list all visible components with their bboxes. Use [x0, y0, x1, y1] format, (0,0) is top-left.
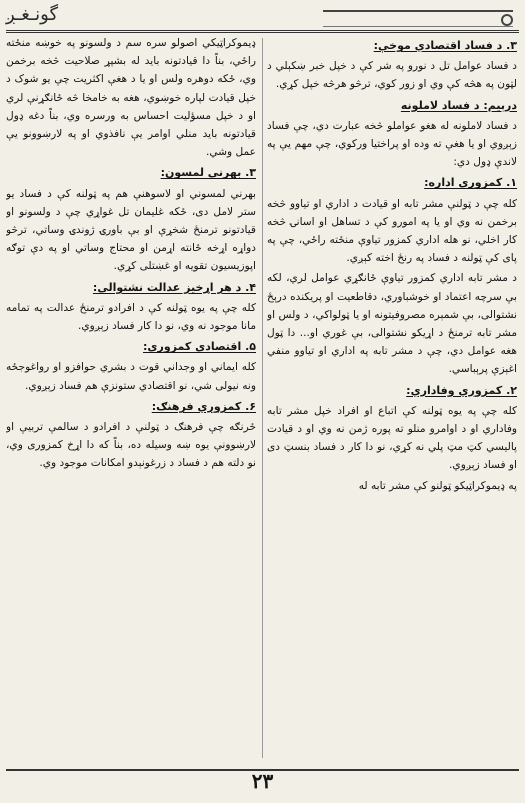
paragraph: ځرنګه چې فرهنګ د ټولنې د افرادو د سالمې تربیې او لارښوونې یوه ښه وسیله ده، بناً که دا اړخ کمزوری وي، نو دلته هم د فساد د زرغونېدو امکانات موجود وي. [6, 421, 256, 470]
paragraph: بهرني لمسوني او لاسوهنې هم په ټولنه کې د فساد یو ستر لامل دی، ځکه غلیمان تل غواړي چې د ولسونو او قیادتونو ترمنځ شخړې او بې باورۍ ژوندۍ وساتي، ترڅو دواړه اړخه ځانته اړمن او محتاج وساتي او په دې توګه اپوزیسیون تقویه او غښتلی کړي. [6, 187, 256, 273]
paragraph: د فساد لاملونه له هغو عواملو څخه عبارت دي، چې فساد زېږوي او یا هغې ته وده او پراختیا ورکوي، چې مهم یې په لاندې ډول دي: [267, 119, 517, 169]
right-column [267, 34, 517, 762]
header-ornament [323, 10, 513, 27]
page-header [6, 4, 519, 33]
column-divider [262, 38, 263, 758]
heading-weak-loyalty: ۲. کمزوري وفاداري: [406, 383, 517, 397]
heading-lack-of-justice: ۴. د هر اړخیز عدالت نشتوالی: [92, 280, 256, 294]
paragraph: کله چې په یوه ټولنه کې د افرادو ترمنځ عدالت په تمامه مانا موجود نه وي، نو دا کار فساد زېږوي. [6, 301, 256, 333]
heading-economic-weakness: ۵. اقتصادي کمزوري: [143, 340, 256, 354]
paragraph: کله چې په یوه ټولنه کې اتباع او افراد خپل مشر تابه وفاداري او د اوامرو منلو ته پوره ژمن نه وي او د قیادت پالیسي کټ مټ پلي نه کړي، نو دا کار د فساد بنسټ دی او فساد زېږوي. [267, 404, 517, 472]
paragraph: کله چې د ټولنې مشر تابه او قیادت د اداري او تیاوو څخه برخمن نه وي او یا په امورو کې د تساهل او اسانۍ څخه کار اخلي، نو هله اداري کمزور تیاوې منځته راځي، چې په پای کې ټولنه د فساد په رنځ اخته کېږي. [267, 197, 517, 265]
heading-weak-culture: ۶. کمزوري فرهنګ: [151, 399, 256, 413]
left-column [6, 34, 256, 762]
heading-foreign-interference: ۳. بهرني لمسون: [160, 166, 256, 180]
magazine-title: گونـغـږ [6, 4, 59, 25]
page-number: ۲۳ [251, 769, 274, 793]
heading-economic-goals: ۳. د فساد اقتصادي موخې: [373, 39, 517, 52]
heading-weak-administration: ۱. کمزوري اداره: [424, 176, 517, 190]
paragraph: ډیموکراټیکي اصولو سره سم د ولسونو په خوښه منځته راځي، بناً دا قیادتونه باید له بشپړ صلاحیت څخه برخمن وي، ځکه دوهره ولس او یا د هغې اکثریت چې یو شوک د خپل قیادت لپاره خوښوي، هغه به خامخا څه ځانګړنې لري او د خپل مسؤلیت احساس به ورسره وي، بناً دغه ډول قیادتونه باید منلي اوامر یې نافذوي او په لارښوونو یې عمل وشي. [6, 37, 256, 159]
page-footer [6, 769, 519, 795]
heading-causes-of-corruption: درېیم: د فساد لاملونه [400, 98, 517, 112]
paragraph: د مشر تابه اداري کمزور تیاوې ځانګړي عوامل لري، لکه بې سرچه اعتماد او خوشباوري، دقاطعیت او پریکنده درېځ نشتوالی، بې شمېره مصروفیتونه او یا ټولواکي، د ولس او مشر تابه ترمنځ د اړیکو نشتوالی، بې غوري او... دا ټول هغه عوامل دي، چې د مشر تابه په اداري او تیاوو منفي اغېزې پرېباسي. [267, 272, 517, 376]
paragraph: په ډیموکراټیکو ټولنو کې مشر تابه له [358, 479, 517, 492]
paragraph: د فساد عوامل تل د نورو په شر کې د خپل خبر ښکېلي د لټون په هڅه کې وي او زور کوي، ترڅو هرڅه خپل کړي. [267, 60, 517, 91]
paragraph: کله ایماني او وجداني قوت د بشري حوافزو او رواغوجځه ونه نیولی شي، نو اقتصادي ستونزې هم فساد زېږوي. [6, 361, 256, 392]
